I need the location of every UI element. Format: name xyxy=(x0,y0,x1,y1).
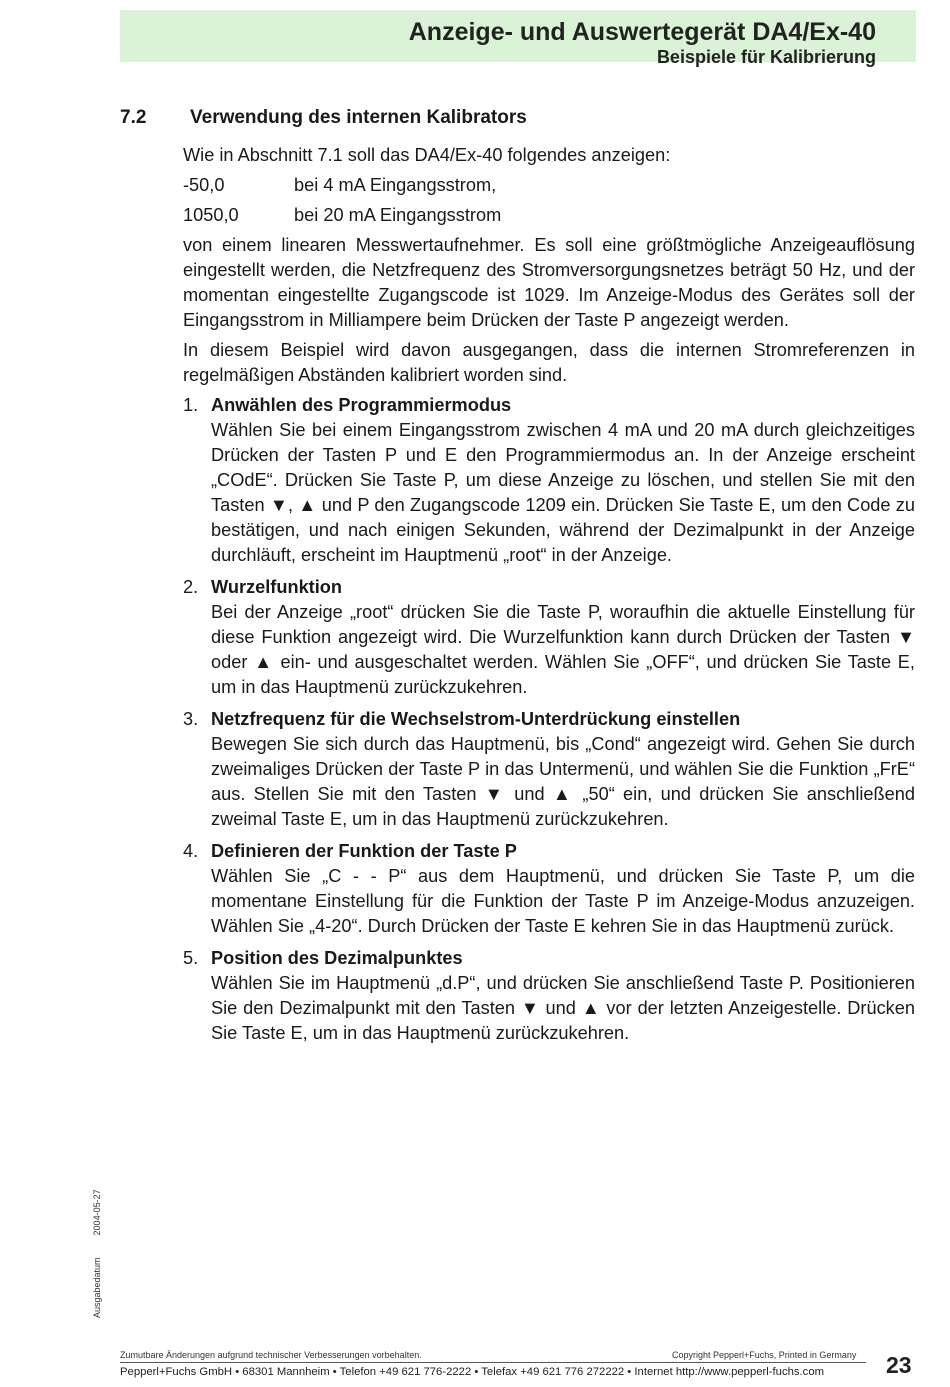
value-display: 1050,0 xyxy=(183,205,239,225)
step-number: 3. xyxy=(183,709,199,729)
list-item xyxy=(183,839,915,939)
issue-date-label xyxy=(92,1167,102,1318)
section-title: Verwendung des internen Kalibrators xyxy=(190,107,527,128)
step-text: Bewegen Sie sich durch das Hauptmenü, bis „Cond“ angezeigt wird. Gehen Sie durch zweimaliges Drücken der Taste P in das Untermenü, und wählen Sie die Funktion „FrE“ aus. Stellen Sie mit den Tasten ▼ und ▲ „50“ ein, und drücken Sie anschließend zweimal Taste E, um in das Hauptmenü zurückzukehren. xyxy=(211,734,915,829)
value-display: -50,0 xyxy=(183,175,225,195)
value-description: bei 20 mA Eingangsstrom xyxy=(294,205,502,225)
step-list xyxy=(183,393,915,1046)
list-item xyxy=(183,946,915,1046)
step-number: 1. xyxy=(183,395,199,415)
list-item xyxy=(183,575,915,700)
footer-company: Pepperl+Fuchs GmbH • 68301 Mannheim • Telefon +49 621 776-2222 • Telefax +49 621 776 272222 • Internet http://www.pepperl-fuchs.com xyxy=(120,1366,825,1378)
page-title: Anzeige- und Auswertegerät DA4/Ex-40 xyxy=(408,18,876,46)
value-description: bei 4 mA Eingangsstrom, xyxy=(294,175,497,195)
section-body xyxy=(183,143,915,1053)
value-row xyxy=(183,203,915,228)
description-paragraph: von einem linearen Messwertaufnehmer. Es soll eine größtmögliche Anzeigeauflösung eingestellt werden, die Netzfrequenz des Stromversorgungsnetzes beträgt 50 Hz, und der momentan eingestellte Zugangscode ist 1029. Im Anzeige-Modus des Gerätes soll der Eingangsstrom in Milliampere beim Drücken der Taste P angezeigt werden. xyxy=(183,235,915,330)
step-text: Wählen Sie „C - - P“ aus dem Hauptmenü, und drücken Sie Taste P, um die momentane Einstellung für die Funktion der Taste P im Anzeige-Modus anzuzeigen. Wählen Sie „4-20“. Durch Drücken der Taste E kehren Sie in das Hauptmenü zurück. xyxy=(211,866,915,936)
list-item xyxy=(183,707,915,832)
footer-copyright: Copyright Pepperl+Fuchs, Printed in Germany xyxy=(672,1350,857,1360)
step-title: Anwählen des Programmiermodus xyxy=(211,395,512,415)
step-text: Bei der Anzeige „root“ drücken Sie die Taste P, woraufhin die aktuelle Einstellung für diese Funktion angezeigt wird. Die Wurzelfunktion kann durch Drücken der Tasten ▼ oder ▲ ein- und ausgeschaltet werden. Wählen Sie „OFF“, und drücken Sie Taste E, um in das Hauptmenü zurückzukehren. xyxy=(211,602,915,697)
step-title: Wurzelfunktion xyxy=(211,577,343,597)
step-number: 5. xyxy=(183,948,199,968)
section-number: 7.2 xyxy=(120,107,147,128)
step-number: 2. xyxy=(183,577,199,597)
page-number: 23 xyxy=(886,1352,912,1378)
step-title: Position des Dezimalpunktes xyxy=(211,948,463,968)
footer-divider xyxy=(120,1362,866,1363)
step-text: Wählen Sie im Hauptmenü „d.P“, und drücken Sie anschließend Taste P. Positionieren Sie den Dezimalpunkt mit den Tasten ▼ und ▲ vor der letzten Anzeigestelle. Drücken Sie Taste E, um in das Hauptmenü zurückzukehren. xyxy=(211,973,915,1043)
step-title: Netzfrequenz für die Wechselstrom-Unterdrückung einstellen xyxy=(211,709,741,729)
page-subtitle: Beispiele für Kalibrierung xyxy=(656,47,876,67)
assumption-paragraph: In diesem Beispiel wird davon ausgegangen, dass die internen Stromreferenzen in regelmäßigen Abständen kalibriert worden sind. xyxy=(183,340,915,385)
list-item xyxy=(183,393,915,568)
step-number: 4. xyxy=(183,841,199,861)
step-title: Definieren der Funktion der Taste P xyxy=(211,841,517,861)
value-row xyxy=(183,173,915,198)
issue-date-caption: Ausgabedatum xyxy=(92,1257,102,1318)
footer-note: Zumutbare Änderungen aufgrund technischer Verbesserungen vorbehalten. xyxy=(120,1350,422,1360)
issue-date-value: 2004-05-27 xyxy=(92,1189,102,1236)
intro-paragraph: Wie in Abschnitt 7.1 soll das DA4/Ex-40 folgendes anzeigen: xyxy=(183,145,671,165)
header-band xyxy=(120,10,916,67)
step-text: Wählen Sie bei einem Eingangsstrom zwischen 4 mA und 20 mA durch gleichzeitiges Drücken der Tasten P und E den Programmiermodus an. In der Anzeige erscheint „COdE“. Drücken Sie Taste P, um diese Anzeige zu löschen, und stellen Sie mit den Tasten ▼, ▲ und P den Zugangscode 1209 ein. Drücken Sie Taste E, um den Code zu bestätigen, und nach einigen Sekunden, während der Dezimalpunkt in der Anzeige durchläuft, erscheint im Hauptmenü „root“ in der Anzeige. xyxy=(211,420,915,565)
